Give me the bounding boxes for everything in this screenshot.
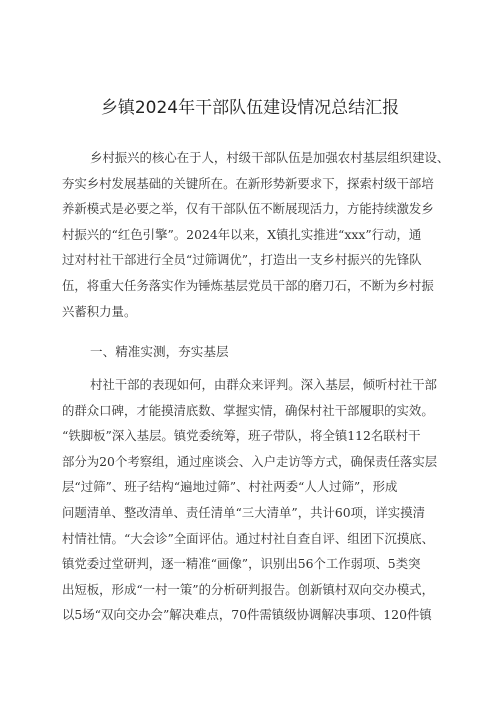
- section1-line: 层“过筛”、班子结构“遍地过筛”、村社两委“人人过筛”，形成: [62, 479, 398, 495]
- intro-paragraph: [62, 145, 458, 324]
- intro-line: 村振兴的“红色引擎”。2024年以来，X镇扎实推进“xxx”行动，通: [62, 226, 422, 242]
- section1-line: 的群众口碑，才能摸清底数、掌握实情，确保村社干部履职的实效。: [62, 402, 434, 418]
- intro-line: 过对村社干部进行全员“过筛调优”，打造出一支乡村振兴的先锋队: [62, 252, 422, 268]
- section1-line: 问题清单、整改清单、责任清单“三大清单”，共计60项，详实摸清: [62, 504, 425, 520]
- section1-line: “铁脚板”深入基层。镇党委统筹，班子带队，将全镇112名联村干: [62, 428, 421, 444]
- section1-line: 村情社情。“大会诊”全面评估。通过村社自查自评、组团下沉摸底、: [62, 530, 434, 546]
- section1-line: 镇党委过堂研判，逐一精准“画像”，识别出56个工作弱项、5类突: [62, 556, 421, 572]
- intro-line: 乡村振兴的核心在于人，村级干部队伍是加强农村基层组织建设、: [90, 150, 450, 165]
- section1-line: 村社干部的表现如何，由群众来评判。深入基层，倾听村社干部: [90, 377, 437, 392]
- intro-line: 夯实乡村发展基础的关键所在。在新形势新要求下，探索村级干部培: [62, 175, 434, 191]
- section1-line: 出短板，形成“一村一策”的分析研判报告。创新镇村双向交办模式，: [62, 581, 434, 597]
- section1-paragraph: [62, 372, 458, 628]
- document-title: 乡镇2024年干部队伍建设情况总结汇报: [100, 98, 400, 118]
- intro-line: 伍，将重大任务落实作为锤炼基层党员干部的磨刀石，不断为乡村振: [62, 277, 434, 293]
- section1-line: 以5场“双向交办会”解决难点，70件需镇级协调解决事项、120件镇: [62, 607, 432, 623]
- intro-line: 兴蓄积力量。: [62, 303, 137, 319]
- section1-line: 部分为20个考察组，通过座谈会、入户走访等方式，确保责任落实层: [62, 453, 438, 469]
- section-heading: 一、精准实测，夯实基层: [90, 344, 229, 359]
- intro-line: 养新模式是必要之举，仅有干部队伍不断展现活力，方能持续激发乡: [62, 201, 434, 217]
